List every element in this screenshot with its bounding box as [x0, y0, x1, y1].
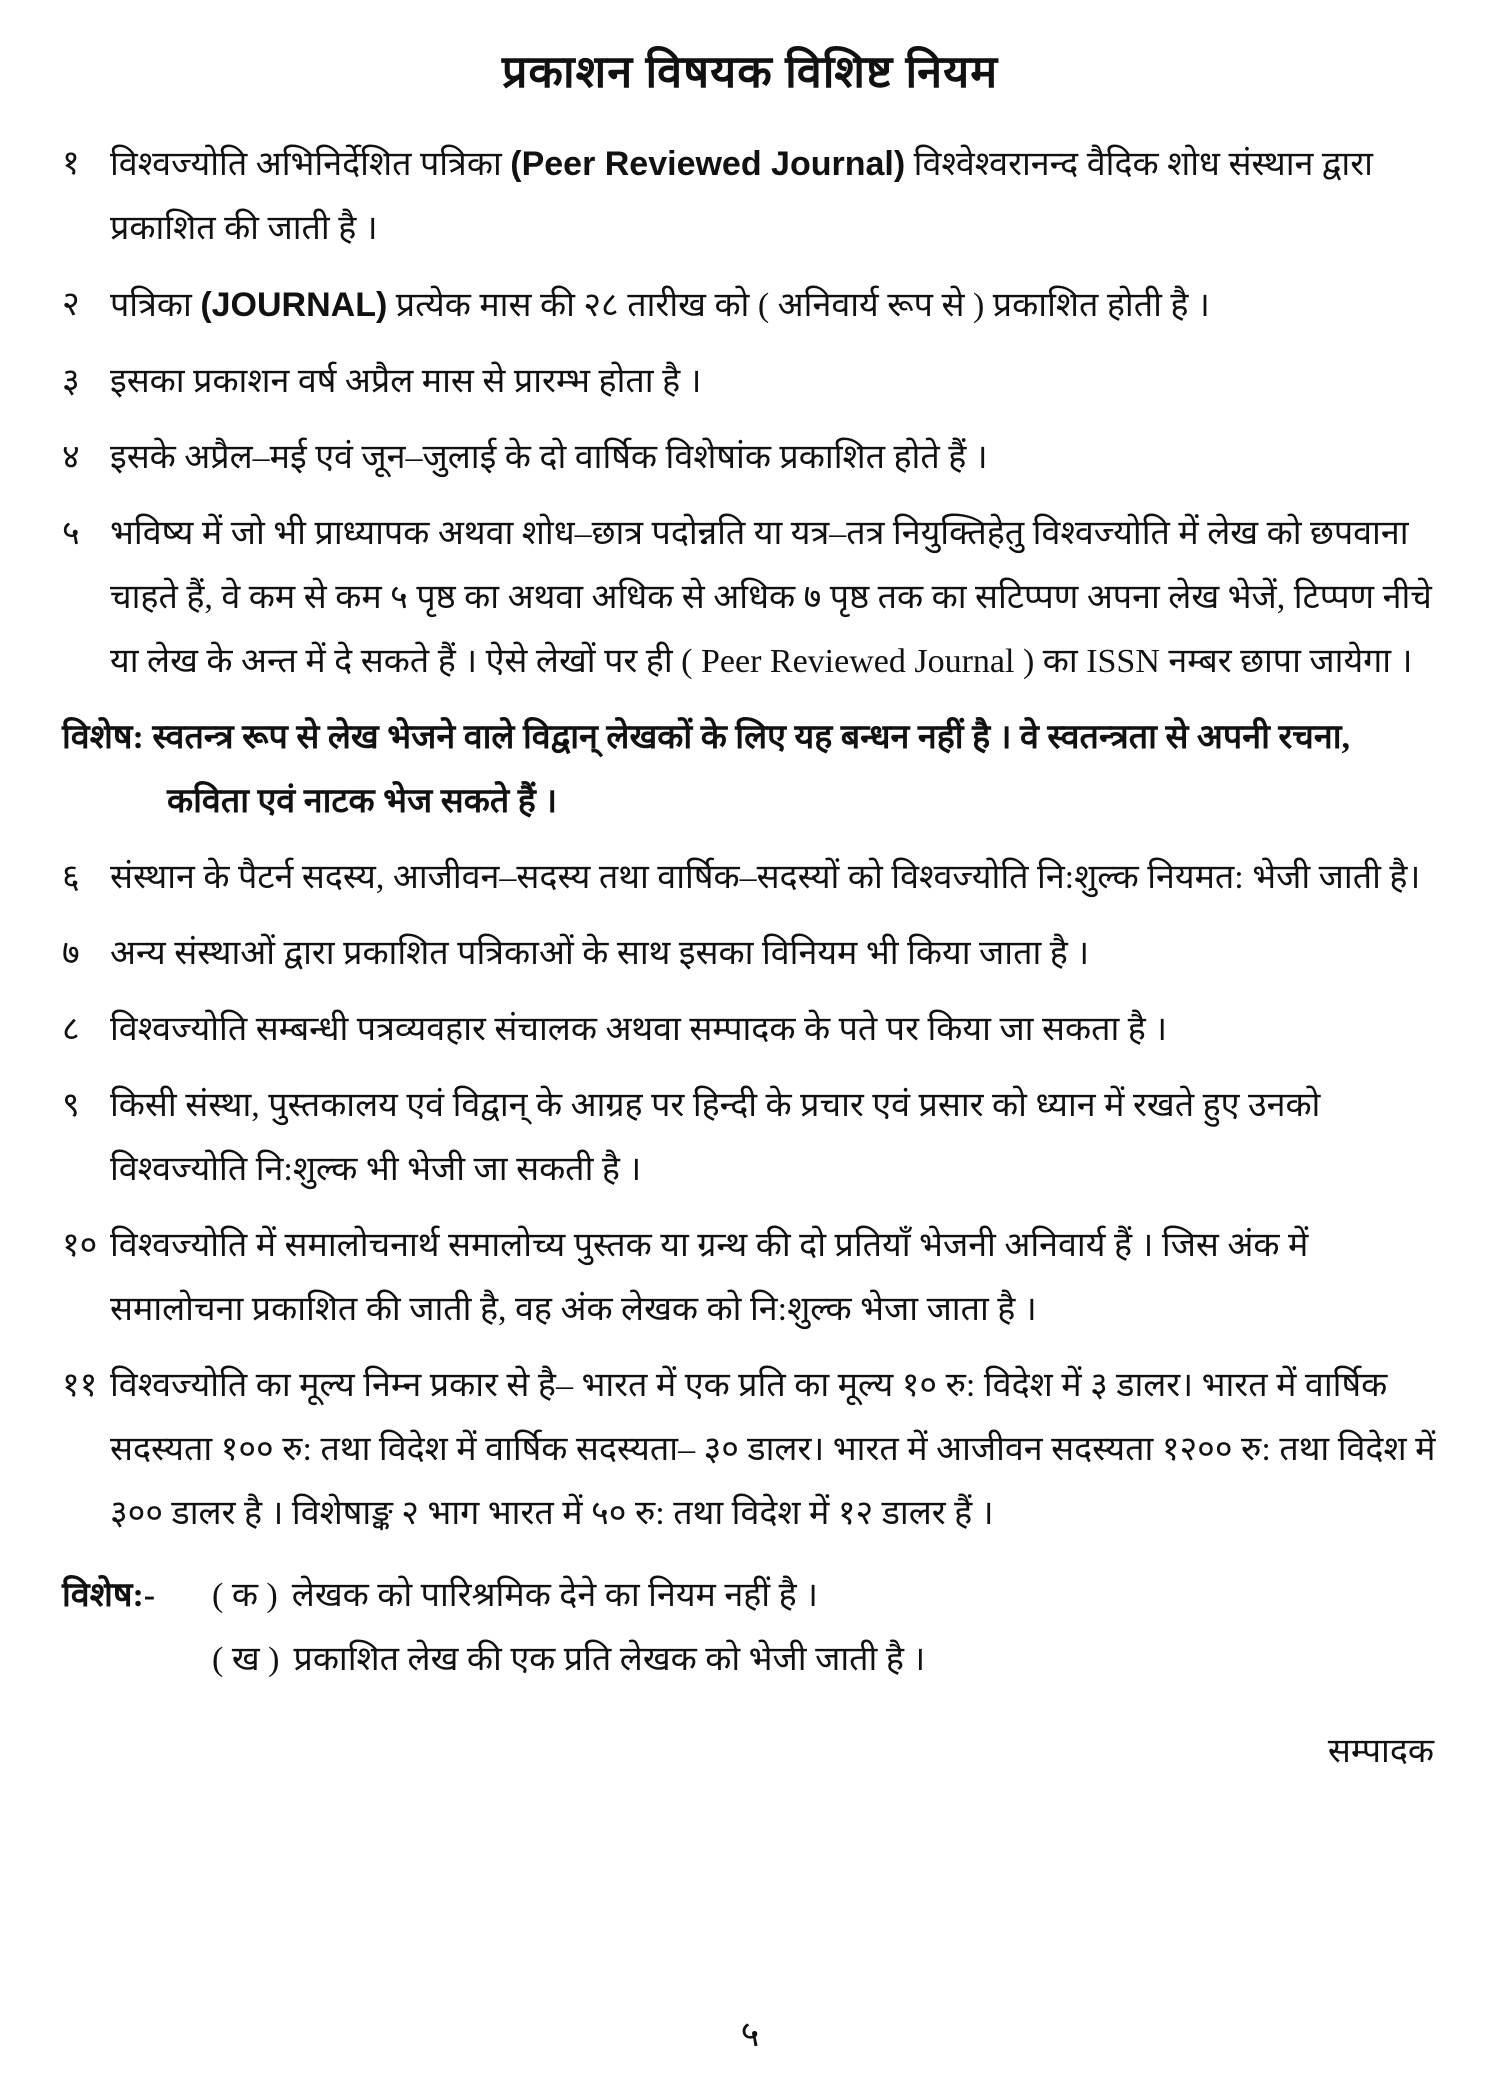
rule-item-3: [62, 350, 1438, 414]
item-text: [110, 273, 1438, 338]
editor-signature: सम्पादक: [1327, 1733, 1434, 1770]
text-segment: भविष्य में जो भी प्राध्यापक अथवा शोध–छात्र पदोन्नति या यत्र–तत्र नियुक्तिहेतु विश्वज्योति में लेख को छपवाना चाहते हैं, वे कम से कम ५ पृष्ठ का अथवा अधिक से अधिक ७ पृष्ठ तक का सटिप्पण अपना लेख भेजें, टिप्पण नीचे या लेख के अन्त में दे सकते हैं । ऐसे लेखों पर ही: [110, 515, 1432, 680]
point-marker: ( ख ): [212, 1641, 280, 1678]
text-segment: विश्वज्योति अभिनिर्देशित पत्रिका: [110, 146, 511, 183]
special-footer-point-b: [62, 1628, 1438, 1692]
item-number: ५: [62, 515, 80, 552]
point-body: प्रकाशित लेख की एक प्रति लेखक को भेजी जाती है ।: [293, 1641, 926, 1678]
rule-item-9: [62, 1074, 1438, 1202]
special-footer-label: विशेष:-: [62, 1577, 156, 1614]
item-number: ४: [62, 439, 80, 476]
rule-item-8: [62, 998, 1438, 1062]
text-segment: विश्वेश्वरानन्द वैदिक शोध संस्थान द्वारा प्रकाशित की जाती है ।: [110, 146, 1373, 247]
item-number: १: [62, 145, 80, 182]
text-segment: ( Peer Reviewed Journal ): [681, 643, 1035, 680]
point-marker: ( क ): [212, 1577, 278, 1614]
rule-item-2: [62, 273, 1438, 338]
page-title: प्रकाशन विषयक विशिष्ट नियम: [501, 47, 999, 97]
text-segment: ISSN: [1086, 643, 1160, 680]
special-note-text: स्वतन्त्र रूप से लेख भेजने वाले विद्वान् लेखकों के लिए यह बन्धन नहीं है । वे स्वतन्त्रता से अपनी रचना, कविता एवं नाटक भेज सकते हैं ।: [143, 719, 1351, 820]
item-number: ७: [62, 935, 80, 972]
text-segment: अन्य संस्थाओं द्वारा प्रकाशित पत्रिकाओं के साथ इसका विनियम भी किया जाता है ।: [110, 935, 1090, 972]
text-segment: किसी संस्था, पुस्तकालय एवं विद्वान् के आग्रह पर हिन्दी के प्रचार एवं प्रसार को ध्यान में रखते हुए उनको विश्वज्योति नि:शुल्क भी भेजी जा सकती है ।: [110, 1087, 1321, 1188]
item-text: [110, 998, 1438, 1062]
text-segment: विश्वज्योति सम्बन्धी पत्रव्यवहार संचालक अथवा सम्पादक के पते पर किया जा सकता है ।: [110, 1011, 1168, 1048]
item-number: ३: [62, 363, 80, 400]
rule-item-10: [62, 1214, 1438, 1342]
text-segment: विश्वज्योति में समालोचनार्थ समालोच्य पुस्तक या ग्रन्थ की दो प्रतियाँ भेजनी अनिवार्य हैं । जिस अंक में समालोचना प्रकाशित की जाती है, वह अंक लेखक को नि:शुल्क भेजा जाता है ।: [110, 1227, 1309, 1328]
text-segment: (Peer Reviewed Journal): [510, 145, 906, 183]
item-number: ८: [62, 1011, 80, 1048]
special-note: [62, 706, 1438, 834]
indent-spacer: [62, 1628, 212, 1692]
item-text: [110, 132, 1438, 261]
item-text: [110, 426, 1438, 490]
rule-item-5: [62, 502, 1438, 694]
rule-item-11: [62, 1354, 1438, 1546]
text-segment: (JOURNAL): [200, 286, 388, 324]
rule-item-7: [62, 922, 1438, 986]
text-segment: पत्रिका: [110, 287, 201, 324]
item-text: [110, 350, 1438, 414]
point-text: [212, 1628, 1438, 1692]
text-segment: इसका प्रकाशन वर्ष अप्रैल मास से प्रारम्भ होता है ।: [110, 363, 702, 400]
item-text: [110, 846, 1438, 910]
item-text: [110, 502, 1438, 694]
special-note-label: विशेष:: [62, 719, 144, 756]
page-number: ५: [740, 2014, 760, 2054]
special-footer-point-a: [62, 1564, 1438, 1628]
text-segment: का: [1034, 643, 1087, 680]
item-text: [110, 1214, 1438, 1342]
rule-item-6: [62, 846, 1438, 910]
item-text: [110, 1074, 1438, 1202]
item-text: [110, 1354, 1438, 1546]
rule-item-4: [62, 426, 1438, 490]
point-body: लेखक को पारिश्रमिक देने का नियम नहीं है ।: [291, 1577, 819, 1614]
text-segment: विश्वज्योति का मूल्य निम्न प्रकार से है– भारत में एक प्रति का मूल्य १० रु: विदेश में ३ डालर। भारत में वार्षिक सदस्यता १०० रु: तथा विदेश में वार्षिक सदस्यता– ३० डालर। भारत में आजीवन सदस्यता १२०० रु: तथा विदेश में ३०० डालर है । विशेषाङ्क २ भाग भारत में ५० रु: तथा विदेश में १२ डालर हैं ।: [110, 1367, 1436, 1532]
item-text: [110, 922, 1438, 986]
rules-list: [62, 132, 1438, 1558]
text-segment: संस्थान के पैटर्न सदस्य, आजीवन–सदस्य तथा वार्षिक–सदस्यों को विश्वज्योति नि:शुल्क नियमत: भेजी जाती है।: [110, 859, 1421, 896]
item-number: ११: [62, 1367, 98, 1404]
rule-item-1: [62, 132, 1438, 261]
item-number: १०: [62, 1227, 98, 1264]
point-text: [212, 1564, 1438, 1628]
text-segment: प्रत्येक मास की २८ तारीख को ( अनिवार्य रूप से ) प्रकाशित होती है ।: [387, 287, 1210, 324]
item-number: ९: [62, 1087, 80, 1124]
item-number: ६: [62, 859, 80, 896]
text-segment: इसके अप्रैल–मई एवं जून–जुलाई के दो वार्षिक विशेषांक प्रकाशित होते हैं ।: [110, 439, 988, 476]
item-number: २: [62, 286, 80, 323]
special-footer: [62, 1564, 1438, 1692]
text-segment: नम्बर छापा जायेगा ।: [1159, 643, 1413, 680]
